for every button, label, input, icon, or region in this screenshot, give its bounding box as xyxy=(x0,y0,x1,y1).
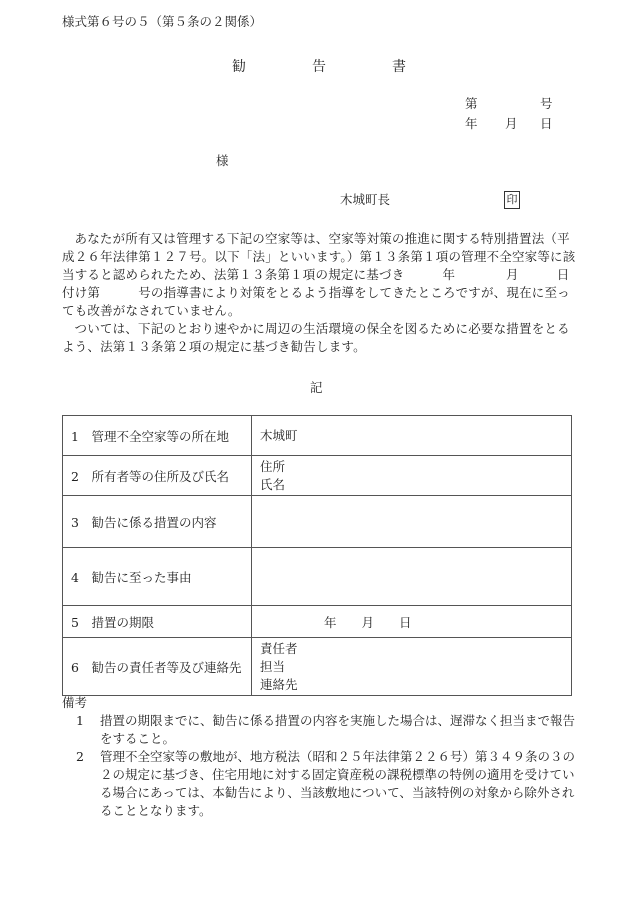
notes-section xyxy=(62,694,576,820)
row-value xyxy=(252,456,572,496)
table-row xyxy=(63,638,572,696)
table-row xyxy=(63,496,572,548)
value-line: 連絡先 xyxy=(260,676,298,692)
date-year: 年 xyxy=(465,116,478,131)
body-paragraph-1: あなたが所有又は管理する下記の空家等は、空家等対策の推進に関する特別措置法（平成２６年法律第１２７号。以下「法」といいます。）第１３条第１項の管理不全空家等に該当すると認められたため、法第１３条第１項の規定に基づき 年 月 日付け第 号の指導書により対策をとるよう指導をしてきたところですが、現在に至っても改善がなされていません。 xyxy=(62,231,576,318)
note-text: 管理不全空家等の敷地が、地方税法（昭和２５年法律第２２６号）第３４９条の３の２の規定に基づき、住宅用地に対する固定資産税の課税標準の特例の適用を受けている場合にあっては、本勧告により、当該敷地について、当該特例の対象から除外されることとなります。 xyxy=(100,749,576,818)
date-day: 日 xyxy=(540,116,553,131)
table-row xyxy=(63,548,572,606)
row-label: 4 勧告に至った事由 xyxy=(63,548,252,606)
body-text xyxy=(62,230,576,356)
row-label: 1 管理不全空家等の所在地 xyxy=(63,416,252,456)
document-title xyxy=(232,59,406,75)
table-row xyxy=(63,456,572,496)
row-value xyxy=(252,638,572,696)
value-line: 氏名 xyxy=(260,476,286,492)
doc-number-go: 号 xyxy=(540,96,553,111)
value-line: 責任者 xyxy=(260,640,298,656)
note-item xyxy=(62,748,576,820)
seal-mark xyxy=(504,191,520,209)
notes-heading: 備考 xyxy=(62,695,88,710)
deadline-date: 年 月 日 xyxy=(324,614,412,630)
form-number: 様式第６号の５（第５条の２関係） xyxy=(62,14,263,29)
row-label: 6 勧告の責任者等及び連絡先 xyxy=(63,638,252,696)
row-value xyxy=(252,548,572,606)
date-month: 月 xyxy=(505,116,518,131)
issuer-name: 木城町長 xyxy=(340,192,391,207)
doc-number-dai: 第 xyxy=(465,96,478,111)
ki-heading: 記 xyxy=(310,380,323,395)
table-row xyxy=(63,606,572,638)
recommendation-table xyxy=(62,415,572,696)
row-value xyxy=(252,416,572,456)
value-line: 木城町 xyxy=(260,427,298,443)
title-char-3: 書 xyxy=(391,59,406,75)
row-label: 3 勧告に係る措置の内容 xyxy=(63,496,252,548)
addressee-honorific: 様 xyxy=(216,153,229,168)
value-line: 担当 xyxy=(260,658,286,674)
note-item xyxy=(62,712,576,748)
body-paragraph-2: ついては、下記のとおり速やかに周辺の生活環境の保全を図るために必要な措置をとるよう、法第１３条第２項の規定に基づき勧告します。 xyxy=(62,321,570,354)
seal-box: 印 xyxy=(504,191,520,209)
title-char-2: 告 xyxy=(311,59,326,75)
row-label: 2 所有者等の住所及び氏名 xyxy=(63,456,252,496)
note-number: 2 xyxy=(76,749,84,764)
note-text: 措置の期限までに、勧告に係る措置の内容を実施した場合は、遅滞なく担当まで報告をすること。 xyxy=(100,713,576,746)
value-line: 住所 xyxy=(260,458,286,474)
row-label: 5 措置の期限 xyxy=(63,606,252,638)
note-number: 1 xyxy=(76,713,84,728)
table-row xyxy=(63,416,572,456)
row-value xyxy=(252,606,572,638)
title-char-1: 勧 xyxy=(232,59,246,75)
row-value xyxy=(252,496,572,548)
